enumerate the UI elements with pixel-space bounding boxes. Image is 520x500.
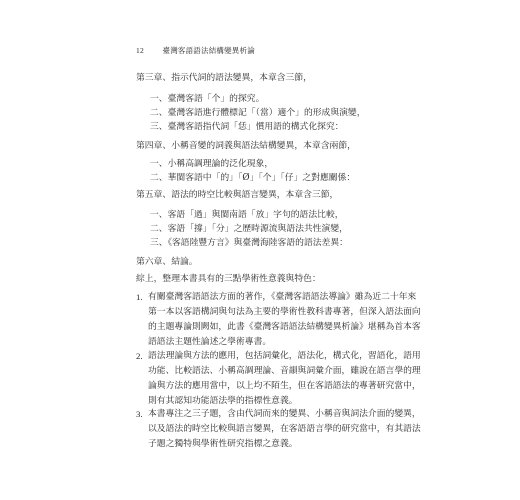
point-3-line-2: 以及語法的時空比較與語言變異，在客語語言學的研究當中，有其語法 (148, 424, 421, 434)
chapter-3-intro: 第三章、指示代詞的語法變異，本章含三節， (136, 73, 312, 83)
chapter-6: 第六章、結論。 (136, 257, 198, 267)
point-2-line-4: 則有其認知功能語法學的指標性意義。 (148, 396, 298, 406)
point-1-line-3: 的主題專論則闕如，此書《臺灣客語語法結構變異析論》堪稱為首本客 (148, 322, 421, 332)
running-title: 臺灣客語語法結構變異析論 (162, 46, 255, 55)
page-number: 12 (136, 46, 144, 55)
chapter-4-section-2: 二、華閩客語中「的」「Ø」「个」「仔」之對應關係： (150, 173, 356, 183)
chapter-5-section-2: 二、客語「撐」「分」之歷時源流與語法共性演變， (150, 224, 348, 234)
point-3-line-1: 本書專注之三子題，含由代詞而來的變異、小稱音與詞法介面的變異， (148, 409, 421, 419)
chapter-4-intro: 第四章、小稱音變的詞義與語法結構變異，本章含兩節， (136, 141, 356, 151)
chapter-5-intro: 第五章、語法的時空比較與語言變異，本章含三節， (136, 190, 339, 200)
point-2-number: 2. (136, 351, 143, 361)
summary-intro: 綜上，整理本書具有的三點學術性意義與特色： (136, 274, 321, 284)
running-header (136, 45, 255, 56)
chapter-3-section-2: 二、臺灣客語進行體標記「（當）適个」的形成與演變， (150, 108, 366, 118)
chapter-4-section-1: 一、小稱高調理論的泛化現象， (150, 159, 274, 169)
chapter-3-section-1: 一、臺灣客語「个」的探究。 (150, 94, 265, 104)
chapter-5-section-1: 一、客語「過」與閩南語「放」字句的語法比較， (150, 210, 344, 220)
chapter-3-section-3: 三、臺灣客語指代詞「恁」慣用語的構式化探究： (150, 122, 344, 132)
point-2-line-2: 功能、比較語法、小稱高調理論、音韻與詞彙介面，雖說在語言學的理 (148, 366, 421, 376)
point-3-line-3: 子題之獨特與學術性研究指標之意義。 (148, 439, 298, 449)
point-1-line-2: 第一本以客語構詞與句法為主要的學術性教科書專著，但深入語法面向 (148, 307, 421, 317)
point-2-line-1: 語法理論與方法的應用，包括詞彙化，語法化，構式化，習語化，語用 (148, 351, 421, 361)
point-1-line-4: 語語法主題性論述之學術專書。 (148, 337, 272, 347)
point-3-number: 3. (136, 409, 143, 419)
point-2-line-3: 論與方法的應用當中，以上均不陌生，但在客語語法的專著研究當中， (148, 381, 421, 391)
chapter-5-section-3: 三、《客語陸豐方言》與臺灣海陸客語的語法差異： (150, 238, 348, 248)
point-1-number: 1. (136, 292, 143, 302)
point-1-line-1: 有關臺灣客語語法方面的著作，《臺灣客語語法導論》雖為近二十年來 (148, 292, 417, 302)
